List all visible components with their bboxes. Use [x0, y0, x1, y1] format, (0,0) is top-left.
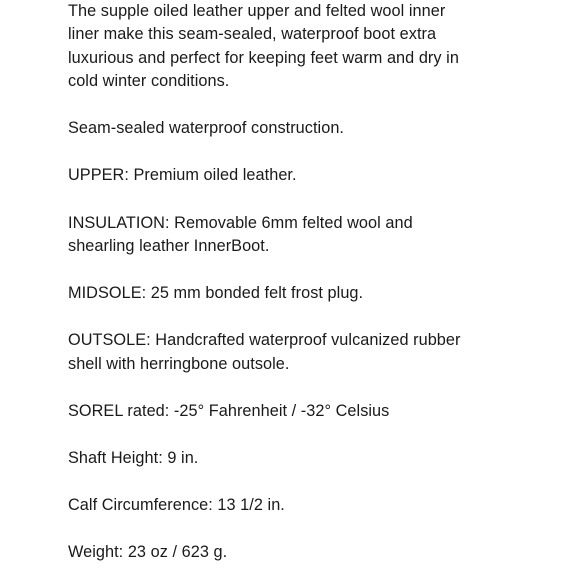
text-line: cold winter conditions.	[68, 72, 230, 91]
midsole-paragraph	[68, 282, 568, 305]
calf-circumference-paragraph	[68, 494, 568, 517]
text-line: shearling leather InnerBoot.	[68, 236, 270, 255]
text-line: liner make this seam-sealed, waterproof boot extra	[68, 25, 437, 44]
outsole-paragraph	[68, 329, 568, 376]
upper-paragraph	[68, 164, 568, 187]
text-line: luxurious and perfect for keeping feet warm and dry in	[68, 48, 459, 67]
text-line: Shaft Height: 9 in.	[68, 448, 199, 467]
text-line: Weight: 23 oz / 623 g.	[68, 542, 228, 561]
text-line: OUTSOLE: Handcrafted waterproof vulcanized rubber	[68, 331, 461, 350]
insulation-paragraph	[68, 212, 568, 259]
weight-paragraph	[68, 541, 568, 564]
text-line: shell with herringbone outsole.	[68, 354, 290, 373]
temperature-rating-paragraph	[68, 400, 568, 423]
shaft-height-paragraph	[68, 447, 568, 470]
text-line: Seam-sealed waterproof construction.	[68, 119, 345, 138]
intro-paragraph	[68, 0, 568, 94]
product-description-text	[68, 0, 568, 580]
text-line: INSULATION: Removable 6mm felted wool and	[68, 213, 413, 232]
text-line: UPPER: Premium oiled leather.	[68, 166, 297, 185]
construction-paragraph	[68, 117, 568, 140]
text-line: SOREL rated: -25° Fahrenheit / -32° Celsius	[68, 401, 390, 420]
text-line: MIDSOLE: 25 mm bonded felt frost plug.	[68, 284, 364, 302]
text-line: The supple oiled leather upper and felted wool inner	[68, 2, 446, 20]
text-line: Calf Circumference: 13 1/2 in.	[68, 495, 285, 514]
